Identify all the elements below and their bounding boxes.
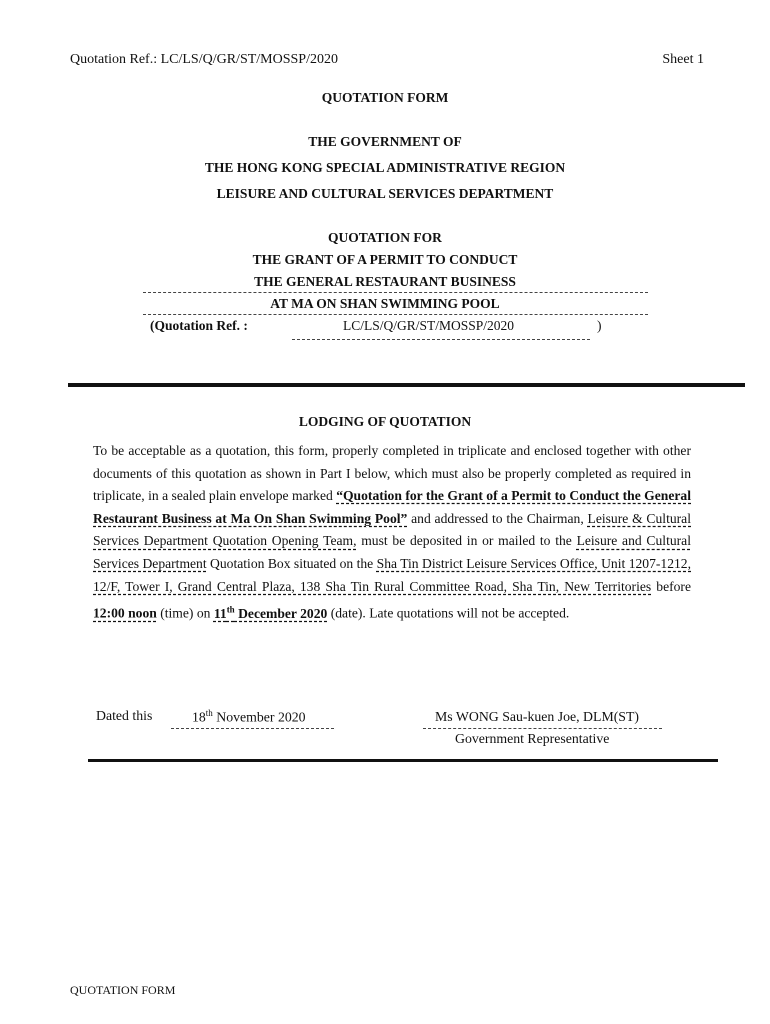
deadline-day: 11 (213, 605, 227, 621)
lodging-paragraph (93, 440, 691, 625)
department-name: Leisure and Cultural Services Department (93, 533, 691, 571)
quotation-for-line-3: THE GENERAL RESTAURANT BUSINESS (254, 274, 516, 289)
envelope-marking: “Quotation for the Grant of a Permit to Conduct the General Restaurant Business at Ma On Shan Swimming Pool” (93, 488, 691, 526)
lodging-text: (time) on (156, 605, 214, 621)
dated-day-suffix: th (205, 708, 213, 718)
signatory-name: Ms WONG Sau-kuen Joe, DLM(ST) (435, 709, 639, 724)
quotation-for-line-2: THE GRANT OF A PERMIT TO CONDUCT (252, 252, 518, 267)
deadline-day-suffix: th (226, 604, 235, 615)
dashed-divider (143, 292, 648, 293)
lodging-text: (date). Late quotations will not be accepted. (327, 605, 570, 621)
signature-underline (423, 728, 662, 729)
government-line-2: THE HONG KONG SPECIAL ADMINISTRATIVE REGION (204, 160, 566, 175)
form-title: QUOTATION FORM (321, 90, 449, 105)
opening-team: Leisure & Cultural Services Department Quotation Opening Team, (93, 510, 691, 549)
date-underline (171, 728, 334, 729)
government-line-1: THE GOVERNMENT OF (308, 134, 462, 149)
quotation-ref-label: (Quotation Ref. : (150, 318, 248, 333)
deadline-date (214, 606, 327, 621)
government-line-3: LEISURE AND CULTURAL SERVICES DEPARTMENT (216, 186, 554, 201)
lodging-text: before (651, 578, 691, 594)
dashed-divider (143, 314, 648, 315)
dated-label: Dated this (96, 708, 153, 723)
footer-label: QUOTATION FORM (70, 983, 176, 997)
lodging-text: and addressed to the Chairman, (407, 510, 588, 526)
lodging-text: Quotation Box situated on the (206, 555, 377, 571)
quotation-ref-header: Quotation Ref.: LC/LS/Q/GR/ST/MOSSP/2020 (70, 52, 338, 67)
lodging-text: To be acceptable as a quotation, this form, properly completed in triplicate and enclosed together with other documents of this quotation as shown in Part I below, which must also be properly completed as required in triplicate, in a sealed plain envelope marked (93, 443, 691, 504)
quotation-for-line-1: QUOTATION FOR (328, 230, 442, 245)
section-rule (88, 759, 718, 762)
section-rule (68, 383, 745, 387)
quotation-ref-close: ) (597, 318, 602, 333)
deadline-month-year: December 2020 (234, 605, 328, 621)
quotation-ref-value: LC/LS/Q/GR/ST/MOSSP/2020 (343, 318, 515, 333)
lodging-heading: LODGING OF QUOTATION (298, 414, 472, 429)
quotation-for-line-4: AT MA ON SHAN SWIMMING POOL (270, 296, 500, 311)
signatory-role: Government Representative (455, 731, 610, 746)
sheet-number: Sheet 1 (662, 52, 704, 67)
dated-day: 18 (192, 709, 206, 725)
deadline-time: 12:00 noon (93, 605, 157, 621)
lodging-text: must be deposited in or mailed to the (356, 533, 577, 549)
ref-underline (292, 339, 590, 340)
office-address: Sha Tin District Leisure Services Office, Unit 1207-1212, 12/F, Tower I, Grand Central Plaza, 138 Sha Tin Rural Committee Road, Sha Tin, New Territories (93, 555, 691, 594)
dated-value (192, 708, 306, 726)
dated-month-year: November 2020 (212, 709, 306, 725)
